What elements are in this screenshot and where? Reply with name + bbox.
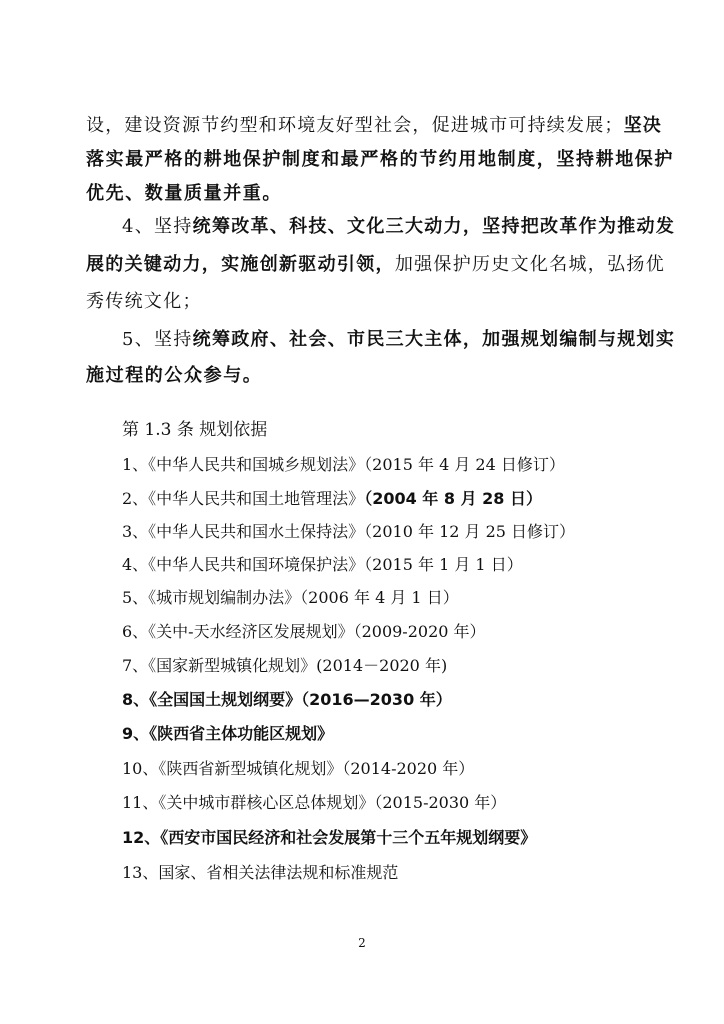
paragraph-3-line-1-normal: 设，建设资源节约型和环境友好型社会，促进城市可持续发展； xyxy=(86,115,624,136)
basis-item-11: 11、《关中城市群核心区总体规划》（2015-2030 年） xyxy=(122,793,507,812)
paragraph-5-line-2: 施过程的公众参与。 xyxy=(86,365,263,386)
paragraph-4-line-3: 秀传统文化； xyxy=(86,291,202,312)
paragraph-4-line-2 xyxy=(86,253,665,277)
basis-item-9: 9、《陕西省主体功能区规划》 xyxy=(122,724,334,743)
paragraph-3-line-1 xyxy=(86,114,662,138)
paragraph-5-line-1-bold: 统筹政府、社会、市民三大主体，加强规划编制与规划实 xyxy=(192,329,676,350)
paragraph-4-line-2-normal: 加强保护历史文化名城，弘扬优 xyxy=(394,254,666,275)
basis-item-10: 10、《陕西省新型城镇化规划》（2014-2020 年） xyxy=(122,759,475,778)
basis-item-2-date: （2004 年 8 月 28 日） xyxy=(364,489,542,508)
paragraph-3-line-3: 优先、数量质量并重。 xyxy=(86,183,282,204)
basis-item-3: 3、《中华人民共和国水土保持法》（2010 年 12 月 25 日修订） xyxy=(122,522,576,541)
basis-item-1: 1、《中华人民共和国城乡规划法》（2015 年 4 月 24 日修订） xyxy=(122,455,565,474)
basis-item-6: 6、《关中-天水经济区发展规划》（2009-2020 年） xyxy=(122,622,486,641)
paragraph-4-line-1 xyxy=(122,215,675,239)
paragraph-3-line-2: 落实最严格的耕地保护制度和最严格的节约用地制度，坚持耕地保护 xyxy=(86,149,674,170)
paragraph-3-line-1-bold: 坚决 xyxy=(623,115,663,136)
basis-item-12: 12、《西安市国民经济和社会发展第十三个五年规划纲要》 xyxy=(122,828,537,847)
paragraph-5-line-1-normal: 5、坚持 xyxy=(122,329,193,350)
page-number: 2 xyxy=(358,936,366,950)
section-heading: 第 1.3 条 规划依据 xyxy=(122,420,268,440)
basis-item-13: 13、国家、省相关法律法规和标准规范 xyxy=(122,863,399,882)
basis-item-7: 7、《国家新型城镇化规划》(2014－2020 年) xyxy=(122,656,448,675)
paragraph-5-line-1 xyxy=(122,328,675,352)
basis-item-2 xyxy=(122,487,542,511)
basis-item-8: 8、《全国国土规划纲要》（2016—2030 年） xyxy=(122,690,452,709)
paragraph-4-line-1-normal: 4、坚持 xyxy=(122,216,193,237)
basis-item-4: 4、《中华人民共和国环境保护法》（2015 年 1 月 1 日） xyxy=(122,555,523,574)
basis-item-5: 5、《城市规划编制办法》（2006 年 4 月 1 日） xyxy=(122,588,459,607)
basis-item-2-title: 2、《中华人民共和国土地管理法》 xyxy=(122,489,365,508)
paragraph-4-line-2-bold: 展的关键动力，实施创新驱动引领， xyxy=(86,254,395,275)
paragraph-4-line-1-bold: 统筹改革、科技、文化三大动力，坚持把改革作为推动发 xyxy=(192,216,676,237)
